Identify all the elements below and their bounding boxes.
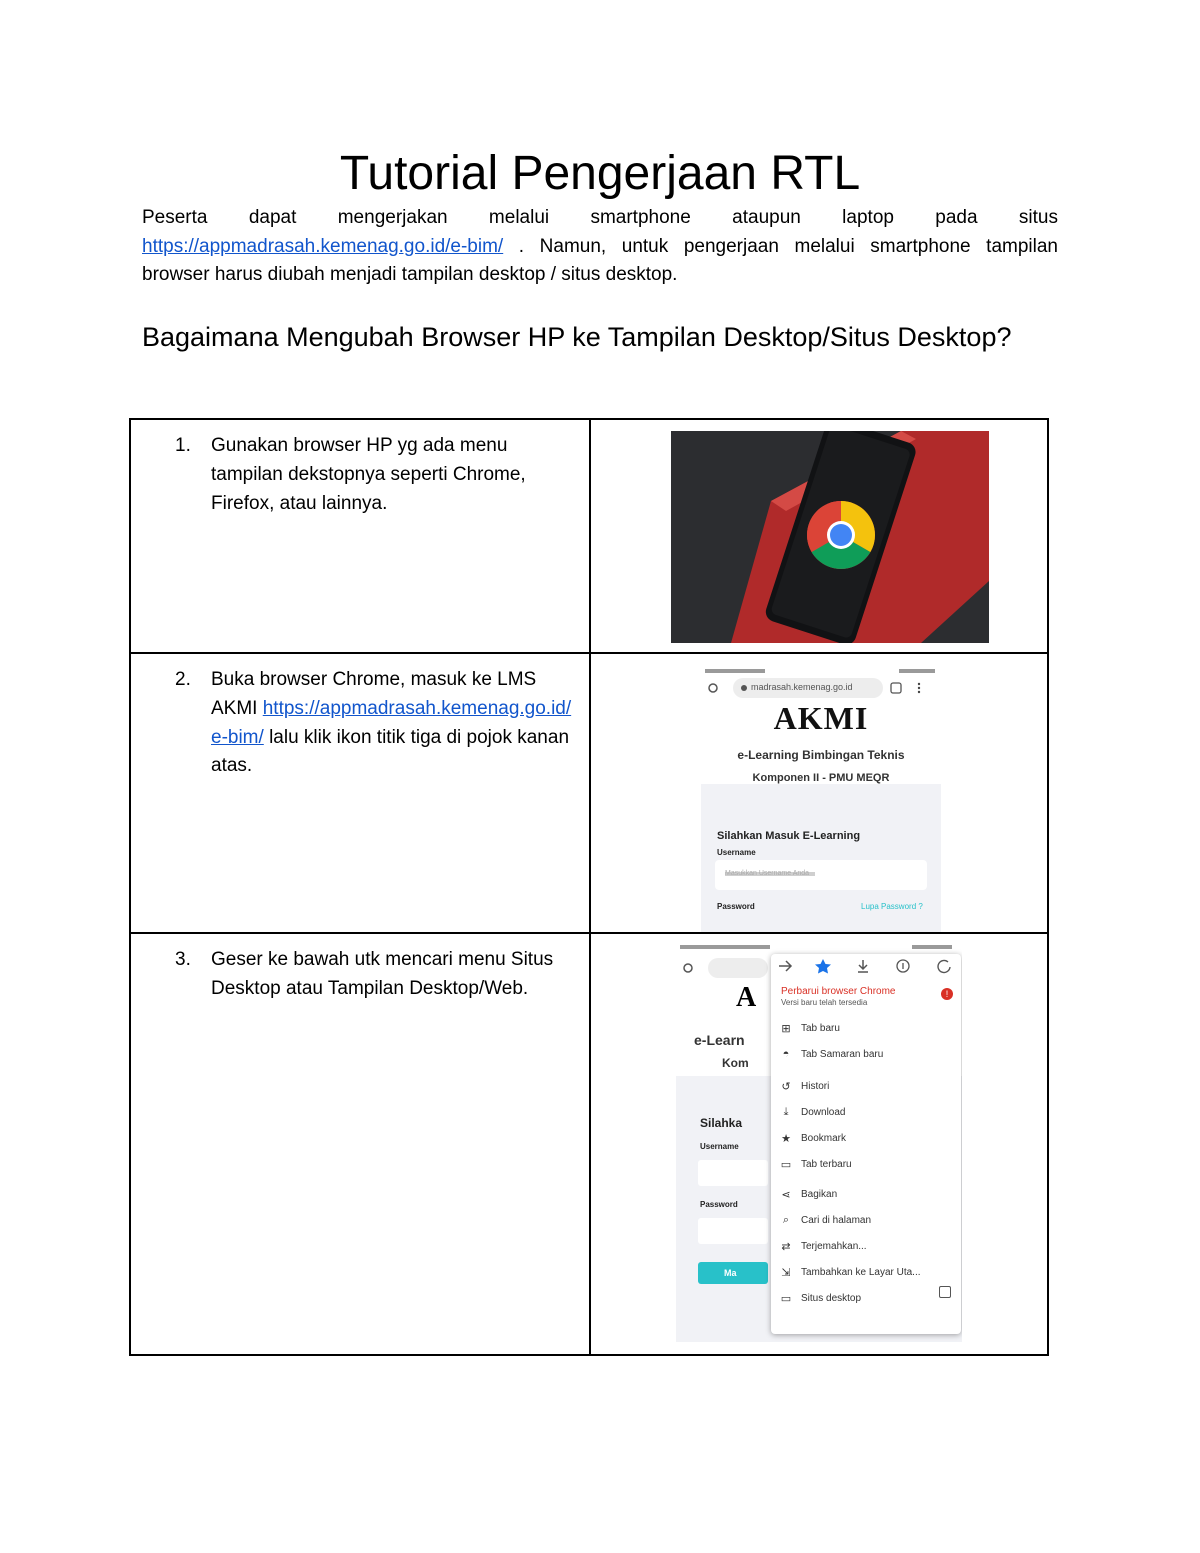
step-1-number: 1. bbox=[175, 435, 191, 456]
download-icon: ⤓ bbox=[783, 1106, 789, 1118]
page-username-fragment: Username bbox=[700, 1142, 739, 1151]
menu-item-label: Bookmark bbox=[801, 1133, 847, 1144]
menu-item-label: Tambahkan ke Layar Uta... bbox=[801, 1267, 921, 1278]
step-row-1 bbox=[130, 419, 1048, 653]
chrome-logo-icon bbox=[807, 501, 875, 569]
desktop-site-checkbox[interactable] bbox=[939, 1286, 951, 1298]
forward-icon bbox=[779, 961, 791, 971]
tabs-icon bbox=[891, 683, 901, 693]
step-2-text-cell bbox=[130, 653, 590, 933]
step-row-3 bbox=[130, 933, 1048, 1355]
page-line2-fragment: Kom bbox=[722, 1056, 749, 1070]
reload-icon bbox=[938, 960, 950, 972]
page-line1-fragment: e-Learn bbox=[694, 1032, 745, 1048]
menu-item-label: Terjemahkan... bbox=[801, 1241, 867, 1252]
akmi-line1: e-Learning Bimbingan Teknis bbox=[737, 748, 905, 762]
add-to-home-icon: ⇲ bbox=[781, 1267, 791, 1279]
page-logo-fragment: A bbox=[736, 982, 757, 1013]
menu-item-add-to-home[interactable] bbox=[771, 1264, 961, 1284]
step-2-text bbox=[211, 666, 575, 781]
menu-item-recent-tabs[interactable] bbox=[771, 1156, 961, 1176]
menu-item-new-tab[interactable] bbox=[771, 1020, 961, 1040]
menu-item-label: Situs desktop bbox=[801, 1293, 862, 1304]
menu-toolbar bbox=[771, 954, 961, 978]
step-2-image-cell bbox=[590, 653, 1048, 933]
menu-item-label: Cari di halaman bbox=[801, 1215, 872, 1226]
chrome-overflow-menu bbox=[771, 954, 961, 1334]
username-input[interactable]: Masukkan Username Anda bbox=[725, 870, 810, 877]
menu-item-label: Bagikan bbox=[801, 1189, 838, 1200]
history-icon: ↺ bbox=[781, 1081, 791, 1093]
menu-item-label: Tab Samaran baru bbox=[801, 1049, 884, 1060]
step-3-number: 3. bbox=[175, 949, 191, 970]
akmi-line2: Komponen II - PMU MEQR bbox=[752, 772, 890, 784]
menu-item-share[interactable] bbox=[771, 1186, 961, 1206]
share-icon: ⋖ bbox=[781, 1189, 791, 1201]
menu-item-history[interactable] bbox=[771, 1078, 961, 1098]
step-1-text-cell bbox=[130, 419, 590, 653]
home-icon bbox=[709, 684, 717, 692]
phone-chrome-photo-svg bbox=[671, 431, 989, 643]
username-label: Username bbox=[717, 848, 756, 857]
bookmark-icon: ★ bbox=[781, 1133, 791, 1145]
menu-item-label: Download bbox=[801, 1107, 846, 1118]
step-3-text: Geser ke bawah utk mencari menu Situs Desktop atau Tampilan Desktop/Web. bbox=[211, 949, 554, 999]
page-button-fragment[interactable]: Ma bbox=[724, 1268, 737, 1278]
page-password-fragment: Password bbox=[700, 1200, 738, 1209]
section-heading: Bagaimana Mengubah Browser HP ke Tampilan Desktop/Situs Desktop? bbox=[142, 322, 1012, 352]
steps-table bbox=[129, 418, 1049, 1356]
password-label: Password bbox=[717, 902, 755, 911]
step-2-number: 2. bbox=[175, 669, 191, 690]
bookmark-star-icon bbox=[815, 959, 831, 974]
forgot-password-link[interactable]: Lupa Password ? bbox=[861, 902, 923, 911]
phone-chrome-photo bbox=[671, 431, 989, 643]
intro-paragraph bbox=[142, 204, 1058, 290]
menu-item-download[interactable] bbox=[771, 1104, 961, 1124]
update-alert-icon: ! bbox=[941, 988, 953, 1000]
menu-item-label: Tab baru bbox=[801, 1023, 840, 1034]
intro-link[interactable]: https://appmadrasah.kemenag.go.id/e-bim/ bbox=[142, 235, 504, 257]
step-row-2 bbox=[130, 653, 1048, 933]
desktop-icon: ▭ bbox=[780, 1293, 792, 1305]
menu-item-label: Histori bbox=[801, 1081, 830, 1092]
step-2-text-after: lalu klik ikon titik tiga di pojok kanan atas. bbox=[211, 726, 570, 777]
translate-icon: ⇄ bbox=[781, 1241, 791, 1253]
menu-item-find-in-page[interactable] bbox=[771, 1212, 961, 1232]
update-title[interactable]: Perbarui browser Chrome bbox=[781, 986, 896, 997]
step-3-text-cell bbox=[130, 933, 590, 1355]
menu-item-label: Tab terbaru bbox=[801, 1159, 852, 1170]
menu-item-incognito[interactable] bbox=[771, 1046, 961, 1066]
incognito-icon: ◓ bbox=[782, 1048, 790, 1060]
intro-text-after: . Namun, untuk pengerjaan melalui smartphone tampilan browser harus diubah menjadi tampilan desktop / situs desktop. bbox=[142, 235, 1058, 285]
more-options-icon bbox=[918, 683, 920, 685]
download-icon bbox=[858, 960, 868, 972]
menu-item-bookmark[interactable] bbox=[771, 1130, 961, 1150]
login-title: Silahkan Masuk E-Learning bbox=[717, 830, 861, 842]
step-2-text-before: Buka browser Chrome, masuk ke LMS AKMI bbox=[211, 669, 537, 719]
menu-item-translate[interactable] bbox=[771, 1238, 961, 1258]
recent-tabs-icon: ▭ bbox=[780, 1159, 792, 1171]
find-in-page-icon: ⌕ bbox=[782, 1214, 790, 1226]
akmi-logo: AKMI bbox=[773, 700, 869, 736]
address-bar-url[interactable]: madrasah.kemenag.go.id bbox=[751, 682, 853, 692]
step-2-link[interactable]: https://appmadrasah.kemenag.go.id/e-bim/ bbox=[211, 697, 572, 748]
step-1-text: Gunakan browser HP yg ada menu tampilan dekstopnya seperti Chrome, Firefox, atau lainnya. bbox=[211, 435, 526, 514]
update-subtitle: Versi baru telah tersedia bbox=[781, 998, 868, 1007]
step-3-image-cell bbox=[590, 933, 1048, 1355]
chrome-menu-screenshot bbox=[676, 940, 962, 1342]
akmi-login-screenshot bbox=[701, 664, 941, 932]
new-tab-icon: ⊞ bbox=[781, 1023, 791, 1035]
step-1-image-cell bbox=[590, 419, 1048, 653]
intro-text-before: Peserta dapat mengerjakan melalui smartphone ataupun laptop pada situs bbox=[142, 207, 1058, 228]
menu-item-desktop[interactable] bbox=[771, 1290, 961, 1310]
page-login-fragment: Silahka bbox=[700, 1116, 743, 1130]
document-title: Tutorial Pengerjaan RTL bbox=[339, 147, 861, 200]
